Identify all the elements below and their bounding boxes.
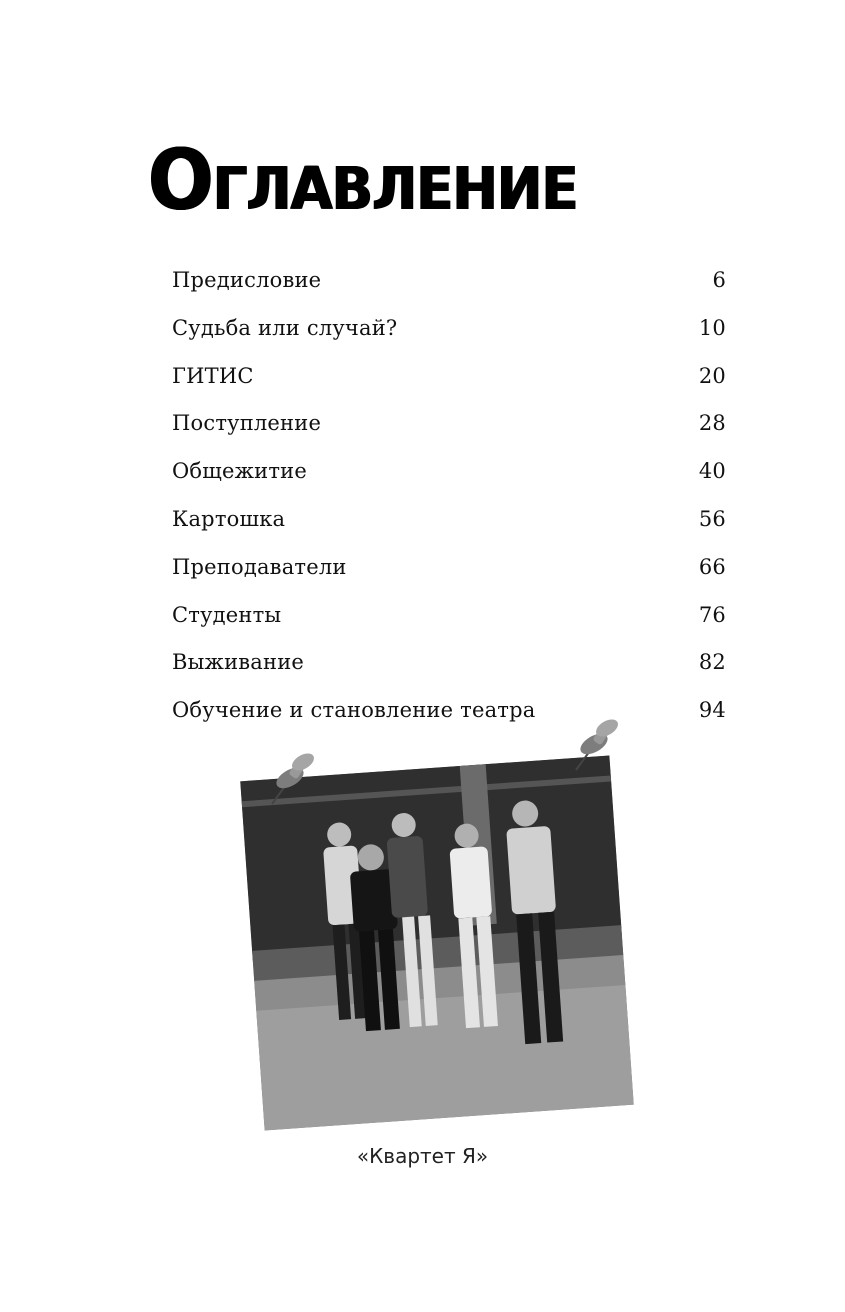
toc-item[interactable] — [172, 555, 726, 603]
group-photo-image — [240, 756, 634, 1131]
toc-item[interactable] — [172, 650, 726, 698]
table-of-contents — [172, 268, 726, 746]
toc-item[interactable] — [172, 316, 726, 364]
toc-item-page: 28 — [698, 411, 726, 436]
toc-item-page: 6 — [712, 268, 726, 292]
toc-item-title: Выживание — [172, 650, 305, 675]
toc-item[interactable] — [172, 603, 726, 651]
push-pin-icon — [566, 716, 622, 772]
toc-item-page: 94 — [698, 698, 726, 723]
toc-item-title: Картошка — [172, 506, 286, 531]
toc-item-page: 66 — [698, 554, 726, 579]
toc-item-title: Общежитие — [172, 459, 307, 484]
toc-item-title: ГИТИС — [172, 363, 254, 388]
toc-item-title: Судьба или случай? — [172, 315, 398, 340]
toc-item[interactable] — [172, 698, 726, 746]
toc-item-page: 82 — [698, 650, 726, 675]
toc-item[interactable] — [172, 507, 726, 555]
group-photo — [240, 756, 634, 1131]
toc-item-page: 76 — [698, 602, 726, 627]
photo-caption: «Квартет Я» — [356, 1144, 489, 1168]
toc-item-title: Студенты — [172, 602, 282, 627]
toc-item[interactable] — [172, 364, 726, 412]
toc-item-page: 56 — [698, 506, 726, 531]
toc-item-page: 40 — [698, 459, 726, 484]
toc-item-title: Преподаватели — [172, 554, 347, 579]
push-pin-icon — [262, 752, 318, 808]
toc-item-title: Обучение и становление театра — [172, 698, 536, 723]
page-title: Оглавление — [148, 131, 578, 229]
toc-item-title: Поступление — [172, 411, 322, 436]
toc-item-page: 10 — [698, 315, 726, 340]
toc-item[interactable] — [172, 459, 726, 507]
toc-item[interactable] — [172, 268, 726, 316]
group-photo-illustration — [240, 756, 634, 1131]
toc-item-title: Предисловие — [172, 268, 322, 292]
toc-item[interactable] — [172, 411, 726, 459]
toc-item-page: 20 — [698, 363, 726, 388]
